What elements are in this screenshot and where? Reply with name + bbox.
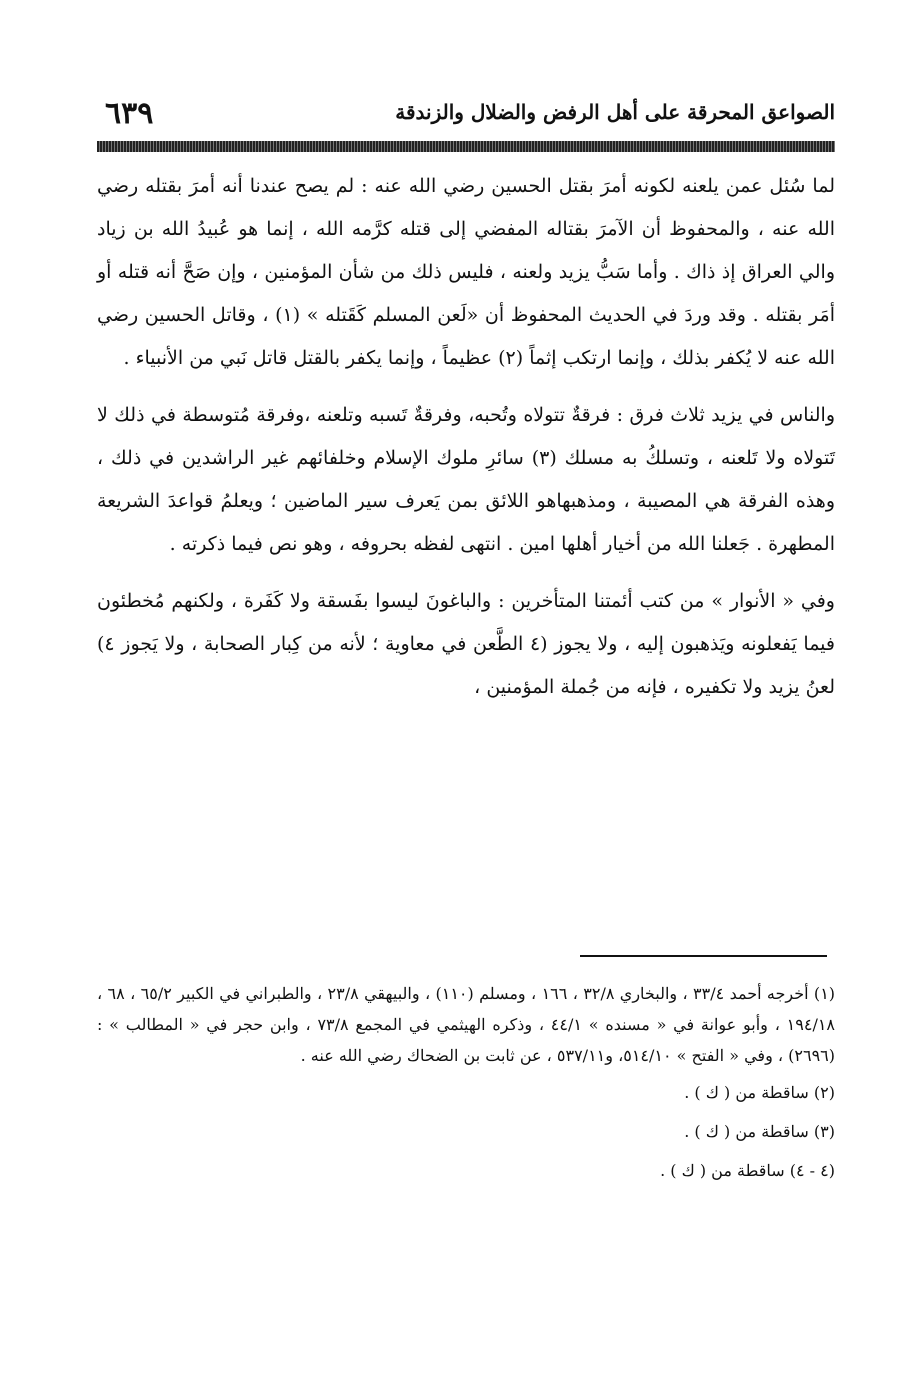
header-rule [97,141,835,152]
paragraph: والناس في يزيد ثلاث فرق : فرقةٌ تتولاه وتُحبه، وفرقةٌ تَسبه وتلعنه ،وفرقة مُتوسطة في ذلك لا تَتولاه ولا تَلعنه ، وتسلكُ به مسلك (٣) سائرِ ملوك الإسلام وخلفائهم غير الراشدين في ذلك ، وهذه الفرقة هي المصيبة ، ومذهبهاهو اللائق بمن يَعرف سير الماضين ؛ ويعلمُ قواعدَ الشريعة المطهرة . جَعلنا الله من أخيار أهلها امين . انتهى لفظه بحروفه ، وهو نص فيما ذكرته . [97,404,835,555]
running-title: الصواعق المحرقة على أهل الرفض والضلال والزندقة [395,100,835,124]
footnote: (٣) ساقطة من ( ك ) . [684,1122,835,1141]
paragraph: وفي « الأنوار » من كتب أئمتنا المتأخرين : والباغونَ ليسوا بفَسقة ولا كَفَرة ، ولكنهم مُخطئون فيما يَفعلونه ويَذهبون إليه ، ولا يجوز (٤ الطَّعن في معاوية ؛ لأنه من كِبار الصحابة ، ولا يَجوز ٤) لعنُ يزيد ولا تكفيره ، فإنه من جُملة المؤمنين ، [97,590,835,698]
page-header [97,96,835,136]
footnote: (٢) ساقطة من ( ك ) . [684,1083,835,1102]
footnote-separator [580,955,827,957]
footnote: (٤ - ٤) ساقطة من ( ك ) . [660,1161,835,1180]
paragraph: لما سُئل عمن يلعنه لكونه أمرَ بقتل الحسين رضي الله عنه : لم يصح عندنا أنه أمرَ بقتله رضي الله عنه ، والمحفوظ أن الآمرَ بقتاله المفضي إلى قتله كرَّمه الله ، إنما هو عُبيدُ الله بن زياد والي العراق إذ ذاك . وأما سَبُّ يزيد ولعنه ، فليس ذلك من شأن المؤمنين ، وإن صَحَّ أنه قتله أو أمَر بقتله . وقد وردَ في الحديث المحفوظ أن «لَعن المسلم كَقَتله » (١) ، وقاتل الحسين رضي الله عنه لا يُكفر بذلك ، وإنما ارتكب إثماً (٢) عظيماً ، وإنما يكفر بالقتل قاتل نَبي من الأنبياء . [97,175,835,369]
main-text [97,165,835,709]
footnote: (١) أخرجه أحمد ٣٣/٤ ، والبخاري ٣٢/٨ ، ١٦٦ ، ومسلم (١١٠) ، والبيهقي ٢٣/٨ ، والطبراني في الكبير ٦٥/٢ ، ٦٨ ، ١٩٤/١٨ ، وأبو عوانة في « مسنده » ٤٤/١ ، وذكره الهيثمي في المجمع ٧٣/٨ ، وابن حجر في « المطالب » : (٢٦٩٦) ، وفي « الفتح » ٥١٤/١٠، و٥٣٧/١١ ، عن ثابت بن الضحاك رضي الله عنه . [97,984,836,1065]
page-number: ٦٣٩ [105,96,154,131]
footnotes [97,978,835,1188]
